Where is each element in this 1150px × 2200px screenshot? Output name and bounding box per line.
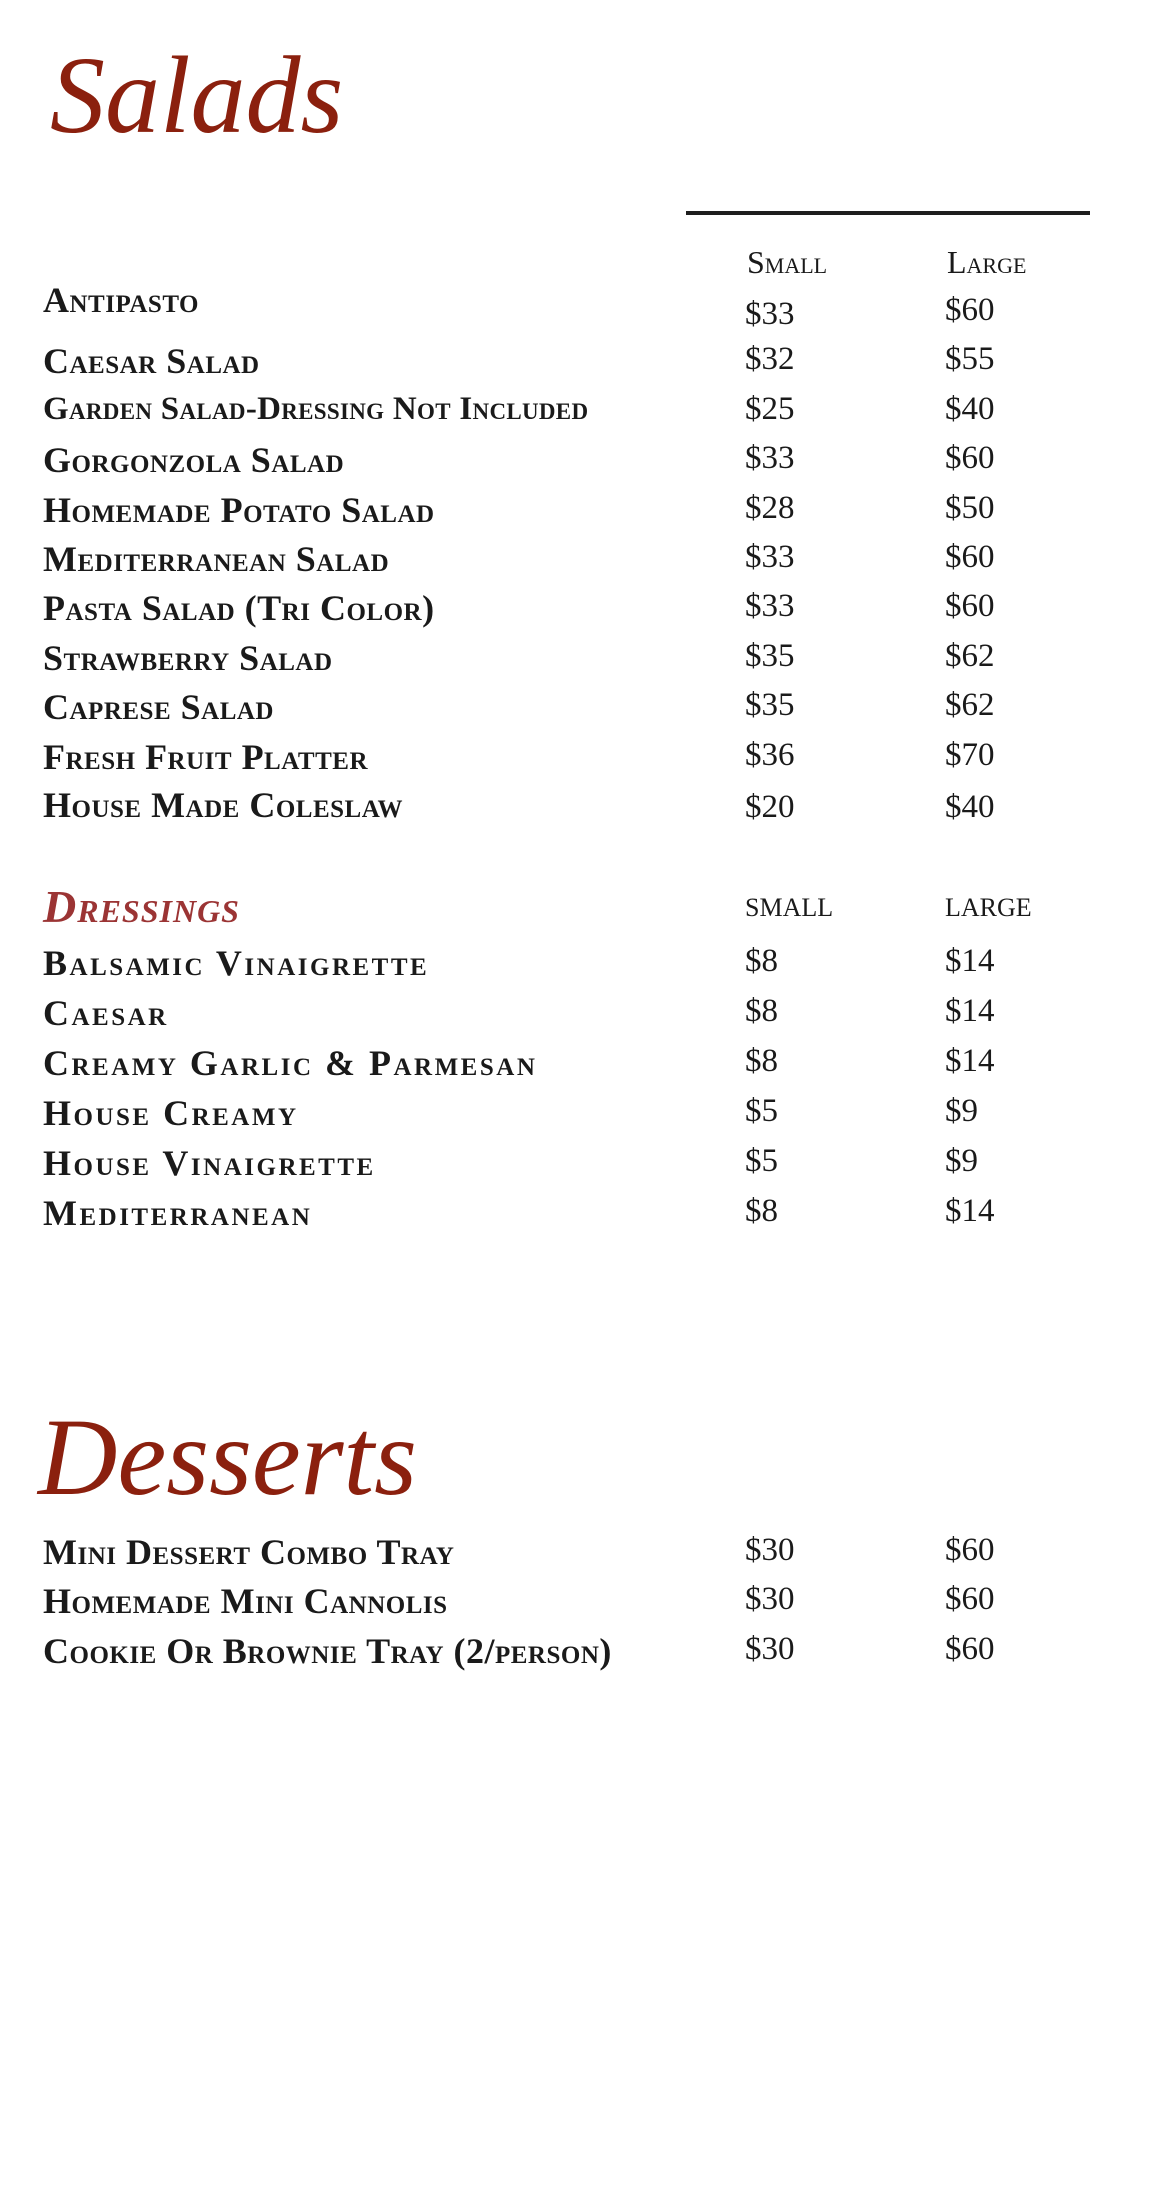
menu-item bbox=[0, 1095, 1150, 1145]
item-name: Fresh Fruit Platter bbox=[43, 737, 369, 777]
menu-item bbox=[0, 1583, 1150, 1633]
item-price-small: $35 bbox=[745, 687, 795, 723]
header-divider bbox=[686, 211, 1090, 215]
item-price-large: $60 bbox=[945, 292, 995, 328]
item-price-large: $40 bbox=[945, 391, 995, 427]
item-name: Mini Dessert Combo Tray bbox=[43, 1532, 455, 1572]
item-price-large: $14 bbox=[945, 1193, 995, 1229]
item-price-large: $40 bbox=[945, 789, 995, 825]
item-price-small: $33 bbox=[745, 588, 795, 624]
item-price-large: $62 bbox=[945, 687, 995, 723]
item-name: House Made Coleslaw bbox=[43, 785, 403, 825]
menu-item bbox=[0, 1534, 1150, 1584]
item-price-large: $55 bbox=[945, 341, 995, 377]
item-name: Strawberry Salad bbox=[43, 638, 333, 678]
menu-item bbox=[0, 995, 1150, 1045]
item-price-small: $33 bbox=[745, 539, 795, 575]
item-price-small: $33 bbox=[745, 440, 795, 476]
menu-item bbox=[0, 1195, 1150, 1245]
item-name: Pasta Salad (Tri Color) bbox=[43, 588, 435, 628]
item-price-large: $9 bbox=[945, 1093, 978, 1129]
dressings-header-small: SMALL bbox=[745, 893, 834, 922]
item-price-large: $60 bbox=[945, 588, 995, 624]
item-price-small: $20 bbox=[745, 789, 795, 825]
salads-header-large: Large bbox=[947, 244, 1027, 280]
item-price-small: $5 bbox=[745, 1093, 778, 1129]
item-price-small: $25 bbox=[745, 391, 795, 427]
menu-item bbox=[0, 541, 1150, 591]
item-price-large: $60 bbox=[945, 440, 995, 476]
menu-item bbox=[0, 1045, 1150, 1095]
item-price-small: $36 bbox=[745, 737, 795, 773]
item-name: Mediterranean Salad bbox=[43, 539, 390, 579]
salads-title: Salads bbox=[50, 34, 344, 156]
dressings-header-large: LARGE bbox=[945, 893, 1032, 922]
item-name: House Creamy bbox=[43, 1093, 299, 1133]
item-price-large: $60 bbox=[945, 1631, 995, 1667]
item-price-large: $70 bbox=[945, 737, 995, 773]
item-name: Caprese Salad bbox=[43, 687, 274, 727]
item-price-large: $50 bbox=[945, 490, 995, 526]
item-price-small: $30 bbox=[745, 1581, 795, 1617]
menu-item bbox=[0, 492, 1150, 542]
item-price-small: $5 bbox=[745, 1143, 778, 1179]
menu-item bbox=[0, 739, 1150, 789]
menu-item bbox=[0, 1633, 1150, 1683]
menu-item bbox=[0, 787, 1150, 837]
menu-item bbox=[0, 343, 1150, 393]
desserts-title: Desserts bbox=[38, 1396, 417, 1518]
item-name: Antipasto bbox=[43, 280, 199, 320]
item-name: Garden Salad-Dressing Not Included bbox=[43, 391, 589, 427]
item-price-large: $14 bbox=[945, 1043, 995, 1079]
item-price-small: $30 bbox=[745, 1631, 795, 1667]
item-price-small: $32 bbox=[745, 341, 795, 377]
item-name: House Vinaigrette bbox=[43, 1143, 376, 1183]
item-name: Gorgonzola Salad bbox=[43, 440, 345, 480]
item-price-small: $8 bbox=[745, 943, 778, 979]
item-name: Balsamic Vinaigrette bbox=[43, 943, 430, 983]
item-price-large: $14 bbox=[945, 993, 995, 1029]
menu-item bbox=[0, 640, 1150, 690]
item-price-large: $14 bbox=[945, 943, 995, 979]
item-price-large: $60 bbox=[945, 1532, 995, 1568]
item-name: Cookie Or Brownie Tray (2/person) bbox=[43, 1631, 612, 1671]
item-price-large: $60 bbox=[945, 1581, 995, 1617]
menu-item bbox=[0, 442, 1150, 492]
item-name: Mediterranean bbox=[43, 1193, 313, 1233]
item-price-small: $35 bbox=[745, 638, 795, 674]
menu-item bbox=[0, 282, 1150, 332]
item-price-small: $33 bbox=[745, 296, 795, 332]
menu-item bbox=[0, 393, 1150, 443]
item-name: Creamy Garlic & Parmesan bbox=[43, 1043, 538, 1083]
item-price-small: $8 bbox=[745, 993, 778, 1029]
menu-item bbox=[0, 1145, 1150, 1195]
dressings-title: Dressings bbox=[43, 881, 240, 932]
item-price-small: $8 bbox=[745, 1193, 778, 1229]
item-price-large: $62 bbox=[945, 638, 995, 674]
item-name: Homemade Potato Salad bbox=[43, 490, 435, 530]
salads-header-small: Small bbox=[747, 244, 828, 280]
item-price-large: $9 bbox=[945, 1143, 978, 1179]
item-price-small: $28 bbox=[745, 490, 795, 526]
item-name: Caesar bbox=[43, 993, 169, 1033]
item-name: Caesar Salad bbox=[43, 341, 260, 381]
item-price-small: $8 bbox=[745, 1043, 778, 1079]
menu-item bbox=[0, 590, 1150, 640]
menu-item bbox=[0, 945, 1150, 995]
item-price-large: $60 bbox=[945, 539, 995, 575]
item-name: Homemade Mini Cannolis bbox=[43, 1581, 448, 1621]
menu-item bbox=[0, 689, 1150, 739]
item-price-small: $30 bbox=[745, 1532, 795, 1568]
